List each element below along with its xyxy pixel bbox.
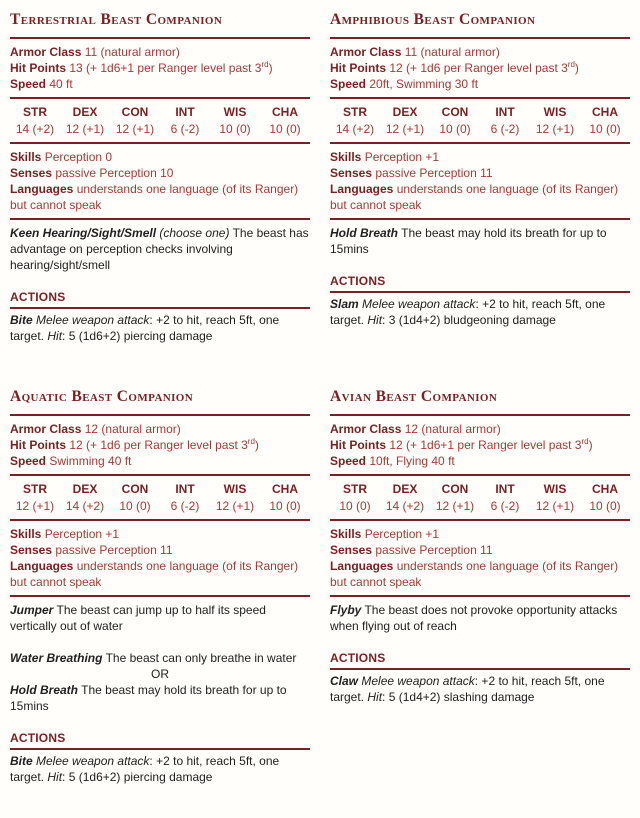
languages-label: Languages <box>330 182 394 196</box>
languages-value: understands one language (of its Ranger) but cannot speak <box>330 559 619 589</box>
core-stats <box>10 421 310 469</box>
languages-label: Languages <box>10 182 74 196</box>
statblock-title: Avian Beast Companion <box>330 388 498 405</box>
ability-col-str: STR 10 (0) <box>339 482 371 513</box>
hit-points-label: Hit Points <box>330 438 386 452</box>
senses-line <box>10 165 310 181</box>
action-bite: Bite Melee weapon attack: +2 to hit, reach 5ft, one target. Hit: 5 (1d6+2) piercing damage <box>10 754 280 784</box>
skills-value: Perception 0 <box>44 150 113 164</box>
core-stats <box>330 44 630 92</box>
skills-value: Perception +1 <box>364 527 440 541</box>
ability-table <box>330 481 630 514</box>
senses-label: Senses <box>10 543 53 557</box>
senses-value: passive Perception 11 <box>55 543 173 557</box>
ability-col-dex: DEX 12 (+1) <box>65 105 105 136</box>
ability-col-int: INT 6 (-2) <box>170 105 200 136</box>
skills-line <box>10 149 310 165</box>
hit-points-value: 13 (+ 1d6+1 per Ranger level past 3rd) <box>69 60 273 75</box>
armor-class-line <box>10 421 310 437</box>
divider-rule <box>330 97 630 99</box>
actions-header: ACTIONS <box>10 731 66 745</box>
senses-value: passive Perception 11 <box>375 543 493 557</box>
speed-label: Speed <box>10 454 47 468</box>
skills-label: Skills <box>330 527 362 541</box>
divider-rule <box>10 37 310 39</box>
skills-line <box>330 149 630 165</box>
ability-table <box>330 104 630 137</box>
divider-rule <box>10 414 310 416</box>
trait-hold-breath: Hold Breath The beast may hold its breath for up to 15mins <box>10 683 287 713</box>
ability-col-dex: DEX 12 (+1) <box>385 105 425 136</box>
senses-line <box>330 165 630 181</box>
senses-value: passive Perception 11 <box>375 166 493 180</box>
hit-points-line <box>330 60 630 76</box>
divider-rule <box>10 218 310 220</box>
statblock-title: Terrestrial Beast Companion <box>10 11 223 28</box>
statblock-avian <box>330 385 630 705</box>
action-claw: Claw Melee weapon attack: +2 to hit, reach 5ft, one target. Hit: 5 (1d4+2) slashing damage <box>330 674 605 704</box>
divider-rule <box>330 142 630 144</box>
divider-rule <box>330 37 630 39</box>
armor-class-line <box>10 44 310 60</box>
ability-col-con: CON 10 (0) <box>119 482 151 513</box>
statblock-title: Amphibious Beast Companion <box>330 11 536 28</box>
divider-rule <box>10 474 310 476</box>
secondary-stats <box>330 149 630 213</box>
ability-col-int: INT 6 (-2) <box>490 482 520 513</box>
actions-header: ACTIONS <box>10 290 66 304</box>
ability-col-str: STR 12 (+1) <box>15 482 55 513</box>
languages-value: understands one language (of its Ranger) but cannot speak <box>10 559 299 589</box>
speed-value: 10ft, Flying 40 ft <box>369 454 455 468</box>
divider-rule <box>10 97 310 99</box>
languages-line <box>330 181 630 213</box>
ability-col-dex: DEX 14 (+2) <box>65 482 105 513</box>
statblock-grid <box>10 8 630 785</box>
skills-label: Skills <box>10 150 42 164</box>
trait-water-breathing: Water Breathing The beast can only breathe in water <box>10 651 297 665</box>
divider-rule <box>330 414 630 416</box>
traits-section <box>10 225 310 273</box>
armor-class-label: Armor Class <box>10 422 82 436</box>
speed-label: Speed <box>330 77 367 91</box>
armor-class-label: Armor Class <box>10 45 82 59</box>
trait-hold-breath: Hold Breath The beast may hold its breath for up to 15mins <box>330 226 607 256</box>
action-slam: Slam Melee weapon attack: +2 to hit, reach 5ft, one target. Hit: 3 (1d4+2) bludgeoning damage <box>330 297 606 327</box>
ability-col-cha: CHA 10 (0) <box>269 482 301 513</box>
armor-class-value: 12 (natural armor) <box>84 422 181 436</box>
traits-section <box>10 602 310 714</box>
divider-rule <box>330 519 630 521</box>
senses-line <box>10 542 310 558</box>
senses-label: Senses <box>10 166 53 180</box>
statblock-title: Aquatic Beast Companion <box>10 388 194 405</box>
ability-col-dex: DEX 14 (+2) <box>385 482 425 513</box>
trait-jumper: Jumper The beast can jump up to half its speed vertically out of water <box>10 603 266 633</box>
senses-line <box>330 542 630 558</box>
armor-class-line <box>330 44 630 60</box>
speed-label: Speed <box>10 77 47 91</box>
ability-col-int: INT 6 (-2) <box>490 105 520 136</box>
ability-col-wis: WIS 12 (+1) <box>215 482 255 513</box>
ability-table <box>10 104 310 137</box>
divider-rule <box>330 291 630 293</box>
senses-label: Senses <box>330 543 373 557</box>
hit-points-line <box>10 60 310 76</box>
armor-class-line <box>330 421 630 437</box>
statblock-terrestrial <box>10 8 310 344</box>
ability-col-wis: WIS 12 (+1) <box>535 105 575 136</box>
hit-points-label: Hit Points <box>10 438 66 452</box>
speed-line <box>10 76 310 92</box>
or-separator: OR <box>151 667 169 681</box>
divider-rule <box>10 519 310 521</box>
core-stats <box>10 44 310 92</box>
skills-value: Perception +1 <box>44 527 120 541</box>
skills-line <box>330 526 630 542</box>
divider-rule <box>330 474 630 476</box>
speed-line <box>330 76 630 92</box>
languages-line <box>10 181 310 213</box>
armor-class-value: 11 (natural armor) <box>404 45 500 59</box>
hit-points-value: 12 (+ 1d6+1 per Ranger level past 3rd) <box>389 437 593 452</box>
armor-class-value: 12 (natural armor) <box>404 422 501 436</box>
skills-value: Perception +1 <box>364 150 440 164</box>
languages-line <box>330 558 630 590</box>
speed-value: Swimming 40 ft <box>49 454 132 468</box>
skills-label: Skills <box>10 527 42 541</box>
divider-rule <box>10 142 310 144</box>
ability-col-con: CON 10 (0) <box>439 105 471 136</box>
ability-col-cha: CHA 10 (0) <box>589 482 621 513</box>
hit-points-label: Hit Points <box>330 61 386 75</box>
ability-col-str: STR 14 (+2) <box>15 105 55 136</box>
traits-section <box>330 602 630 634</box>
hit-points-line <box>330 437 630 453</box>
traits-section <box>330 225 630 257</box>
action-bite: Bite Melee weapon attack: +2 to hit, reach 5ft, one target. Hit: 5 (1d6+2) piercing damage <box>10 313 280 343</box>
trait-keen-senses: Keen Hearing/Sight/Smell (choose one) The beast has advantage on perception checks involving hearing/sight/smell <box>10 226 309 272</box>
divider-rule <box>10 748 310 750</box>
ability-col-cha: CHA 10 (0) <box>589 105 621 136</box>
hit-points-label: Hit Points <box>10 61 66 75</box>
languages-label: Languages <box>10 559 74 573</box>
languages-value: understands one language (of its Ranger) but cannot speak <box>10 182 299 212</box>
secondary-stats <box>330 526 630 590</box>
trait-flyby: Flyby The beast does not provoke opportunity attacks when flying out of reach <box>330 603 618 633</box>
hit-points-value: 12 (+ 1d6 per Ranger level past 3rd) <box>69 437 259 452</box>
core-stats <box>330 421 630 469</box>
hit-points-value: 12 (+ 1d6 per Ranger level past 3rd) <box>389 60 579 75</box>
armor-class-label: Armor Class <box>330 45 402 59</box>
actions-header: ACTIONS <box>330 651 386 665</box>
statblock-aquatic <box>10 385 310 785</box>
languages-label: Languages <box>330 559 394 573</box>
secondary-stats <box>10 526 310 590</box>
actions-header: ACTIONS <box>330 274 386 288</box>
ability-col-cha: CHA 10 (0) <box>269 105 301 136</box>
speed-line <box>10 453 310 469</box>
divider-rule <box>330 668 630 670</box>
divider-rule <box>10 595 310 597</box>
divider-rule <box>330 595 630 597</box>
ability-col-con: CON 12 (+1) <box>435 482 475 513</box>
ability-col-int: INT 6 (-2) <box>170 482 200 513</box>
speed-label: Speed <box>330 454 367 468</box>
skills-label: Skills <box>330 150 362 164</box>
secondary-stats <box>10 149 310 213</box>
divider-rule <box>330 218 630 220</box>
skills-line <box>10 526 310 542</box>
ability-table <box>10 481 310 514</box>
ability-col-wis: WIS 10 (0) <box>219 105 251 136</box>
ability-col-str: STR 14 (+2) <box>335 105 375 136</box>
armor-class-label: Armor Class <box>330 422 402 436</box>
senses-value: passive Perception 10 <box>55 166 174 180</box>
languages-line <box>10 558 310 590</box>
ability-col-con: CON 12 (+1) <box>115 105 155 136</box>
speed-line <box>330 453 630 469</box>
divider-rule <box>10 307 310 309</box>
hit-points-line <box>10 437 310 453</box>
languages-value: understands one language (of its Ranger) but cannot speak <box>330 182 619 212</box>
armor-class-value: 11 (natural armor) <box>84 45 180 59</box>
speed-value: 40 ft <box>49 77 73 91</box>
statblock-amphibious <box>330 8 630 328</box>
senses-label: Senses <box>330 166 373 180</box>
speed-value: 20ft, Swimming 30 ft <box>369 77 479 91</box>
ability-col-wis: WIS 12 (+1) <box>535 482 575 513</box>
